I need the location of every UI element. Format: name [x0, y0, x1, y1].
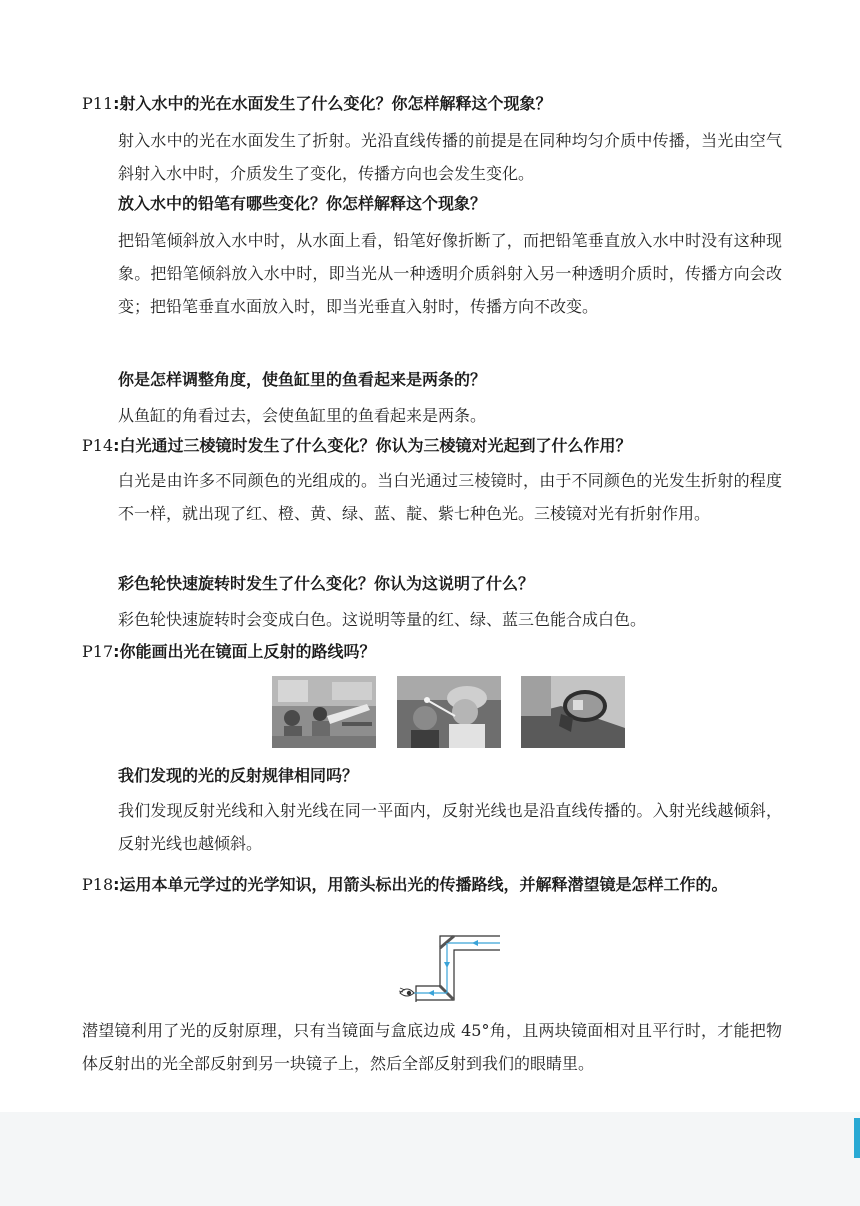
question-p11-text: 射入水中的光在水面发生了什么变化？你怎样解释这个现象？: [119, 94, 552, 113]
answer-p11-fish: 从鱼缸的角看过去，会使鱼缸里的鱼看起来是两条。: [118, 406, 487, 425]
page-label-p11: P11: [82, 94, 114, 113]
answer-p14-wheel: 彩色轮快速旋转时会变成白色。这说明等量的红、绿、蓝三色能合成白色。: [118, 610, 647, 629]
question-p11: P11:射入水中的光在水面发生了什么变化？你怎样解释这个现象？: [82, 94, 552, 113]
question-p14-text: 白光通过三棱镜时发生了什么变化？你认为三棱镜对光起到了什么作用？: [119, 436, 632, 455]
question-p17-text: 你能画出光在镜面上反射的路线吗？: [119, 642, 376, 661]
subquestion-p11-fish: 你是怎样调整角度，使鱼缸里的鱼看起来是两条的？: [118, 370, 487, 389]
subquestion-p14-wheel: 彩色轮快速旋转时发生了什么变化？你认为这说明了什么？: [118, 574, 535, 593]
page-label-p17: P17: [82, 642, 114, 661]
page-side-tab: [854, 1118, 860, 1158]
page-label-p14: P14: [82, 436, 114, 455]
answer-p18: 潜望镜利用了光的反射原理，只有当镜面与盒底边成 45°角，且两块镜面相对且平行时，才能把物体反射出的光全部反射到另一块镜子上，然后全部反射到我们的眼睛里。: [82, 1021, 782, 1073]
eye-icon: [399, 988, 414, 996]
question-p17: P17:你能画出光在镜面上反射的路线吗？: [82, 642, 376, 661]
answer-p11-pencil: 把铅笔倾斜放入水中时，从水面上看，铅笔好像折断了，而把铅笔垂直放入水中时没有这种现象。把铅笔倾斜放入水中时，即当光从一种透明介质斜射入另一种透明介质时，传播方向会改变；把铅笔垂直水面放入时，即当光垂直入射时，传播方向不改变。: [118, 231, 782, 316]
periscope-diagram: [396, 934, 506, 1004]
question-p18: P18:运用本单元学过的光学知识，用箭头标出光的传播路线，并解释潜望镜是怎样工作的。: [82, 875, 728, 894]
page-label-p18: P18: [82, 875, 114, 894]
page-footer-band: [0, 1112, 860, 1206]
answer-p17-reflection: 我们发现反射光线和入射光线在同一平面内，反射光线也是沿直线传播的。入射光线越倾斜，反射光线也越倾斜。: [118, 801, 782, 853]
subquestion-p17-reflection: 我们发现的光的反射规律相同吗？: [118, 766, 359, 785]
photo-car-mirror: [521, 676, 625, 748]
question-p18-text: 运用本单元学过的光学知识，用箭头标出光的传播路线，并解释潜望镜是怎样工作的。: [119, 875, 728, 894]
answer-p14: 白光是由许多不同颜色的光组成的。当白光通过三棱镜时，由于不同颜色的光发生折射的程度不一样，就出现了红、橙、黄、绿、蓝、靛、紫七种色光。三棱镜对光有折射作用。: [118, 471, 782, 523]
answer-p11: 射入水中的光在水面发生了折射。光沿直线传播的前提是在同种均匀介质中传播，当光由空气斜射入水中时，介质发生了变化，传播方向也会发生变化。: [118, 131, 782, 183]
question-p14: P14:白光通过三棱镜时发生了什么变化？你认为三棱镜对光起到了什么作用？: [82, 436, 632, 455]
subquestion-p11-pencil: 放入水中的铅笔有哪些变化？你怎样解释这个现象？: [118, 194, 487, 213]
photo-children-mirror: [272, 676, 376, 748]
photo-doctor-mirror: [397, 676, 501, 748]
